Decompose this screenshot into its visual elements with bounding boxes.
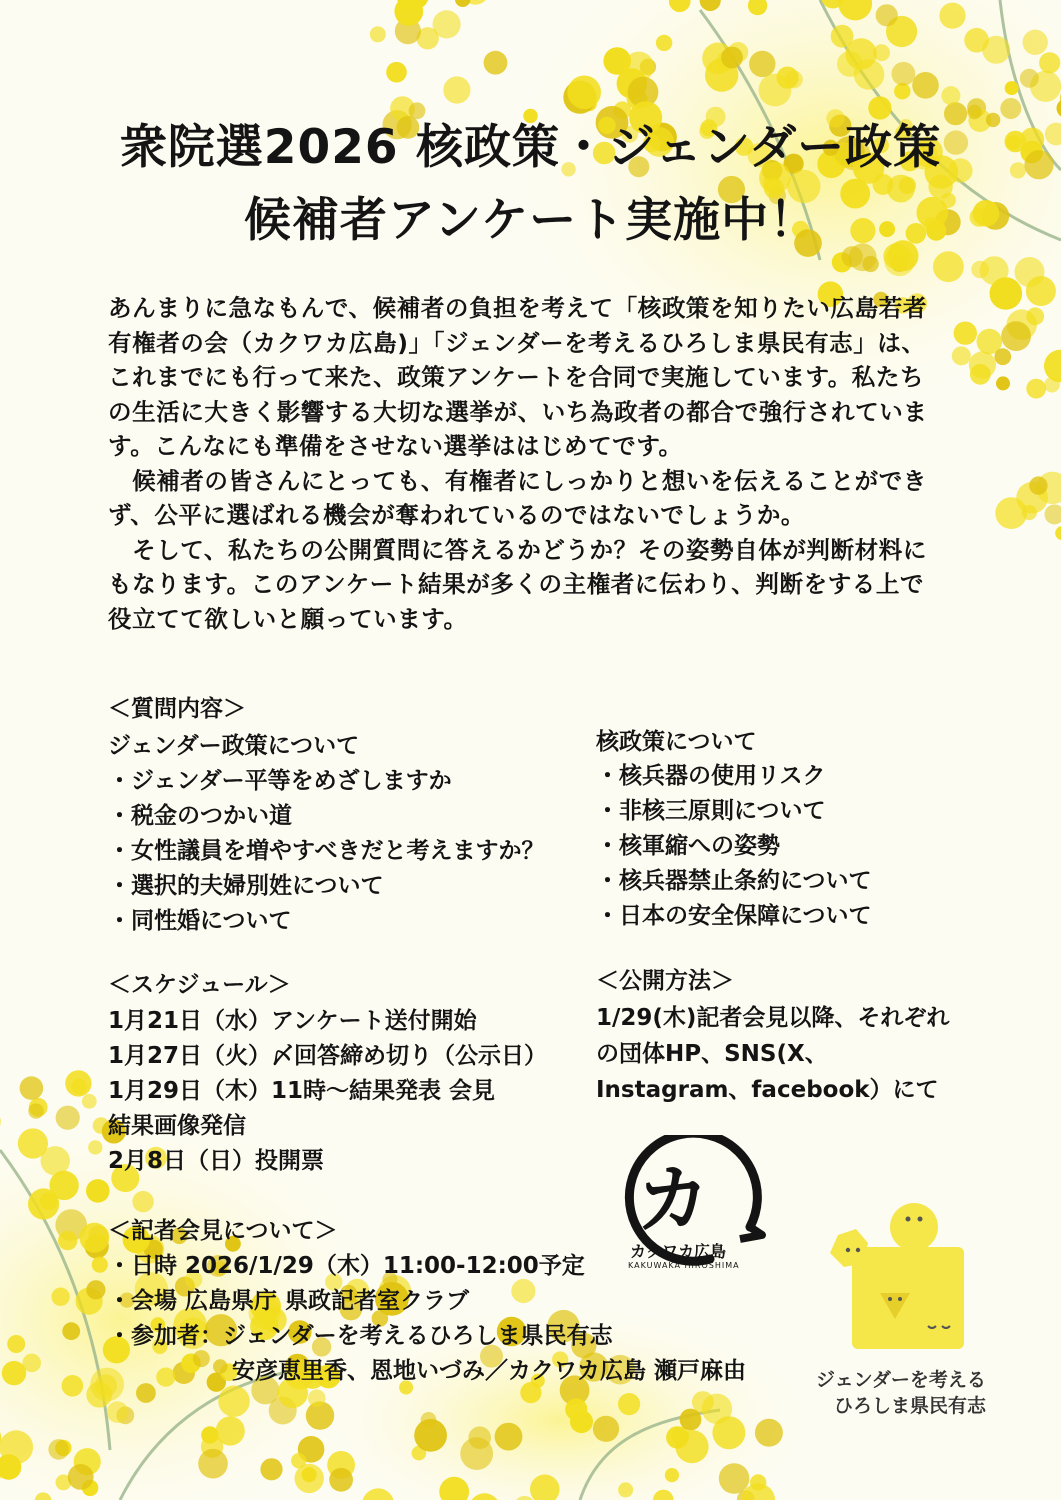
mimosa-blossom xyxy=(892,62,916,86)
press-item: ・日時 2026/1/29（木）11:00-12:00予定 xyxy=(108,1253,585,1279)
mimosa-blossom xyxy=(1020,69,1039,88)
mimosa-blossom xyxy=(884,246,914,276)
mimosa-blossom xyxy=(7,1335,25,1353)
mimosa-blossom xyxy=(136,1383,156,1403)
nuclear-question-item: ・非核三原則について xyxy=(596,798,826,824)
mimosa-blossom xyxy=(62,1375,84,1397)
mimosa-blossom xyxy=(90,1368,124,1402)
intro-line: の生活に大きく影響する大切な選挙が、いち為政者の都合で強行されていま xyxy=(108,397,928,426)
publish-line: の団体HP、SNS(X、 xyxy=(596,1041,828,1067)
mimosa-blossom xyxy=(443,76,470,103)
mimosa-blossom xyxy=(618,1482,633,1497)
mimosa-blossom xyxy=(876,4,898,26)
schedule-item: 1月27日（火）〆回答締め切り（公示日） xyxy=(108,1043,548,1069)
mimosa-blossom xyxy=(862,256,878,272)
gender-group-name-line1: ジェンダーを考える xyxy=(816,1369,986,1391)
mimosa-blossom xyxy=(755,1419,783,1447)
mimosa-blossom xyxy=(260,1458,282,1480)
mimosa-blossom xyxy=(941,86,960,105)
mimosa-blossom xyxy=(1001,321,1031,351)
nuclear-question-item: ・核兵器の使用リスク xyxy=(596,763,826,789)
mimosa-blossom xyxy=(749,51,775,77)
gender-question-item: ・女性議員を増やすべきだと考えますか？ xyxy=(108,838,545,864)
mimosa-blossom xyxy=(386,62,407,83)
kakuwaka-romaji: KAKUWAKA HIROSHIMA xyxy=(628,1261,740,1270)
mimosa-blossom xyxy=(994,348,1011,365)
schedule-heading: ＜スケジュール＞ xyxy=(108,972,291,998)
press-heading: ＜記者会見について＞ xyxy=(108,1218,338,1244)
mimosa-blossom xyxy=(665,1468,679,1482)
nuclear-policy-heading: 核政策について xyxy=(596,729,757,755)
intro-line: 役立てて欲しいと願っています。 xyxy=(108,604,468,633)
intro-line: そして、私たちの公開質問に答えるかどうか？その姿勢自体が判断材料に xyxy=(108,535,927,564)
mimosa-blossom xyxy=(680,1409,702,1431)
mimosa-blossom xyxy=(86,1179,110,1203)
mimosa-blossom xyxy=(308,1389,326,1407)
mimosa-blossom xyxy=(1022,30,1047,55)
mimosa-blossom xyxy=(1026,379,1046,399)
mimosa-blossom xyxy=(980,256,1009,285)
mimosa-blossom xyxy=(48,1439,69,1460)
kakuwaka-mark: カ xyxy=(636,1157,710,1243)
gender-question-item: ・同性婚について xyxy=(108,908,292,934)
kakuwaka-logo xyxy=(600,1135,775,1285)
mimosa-blossom xyxy=(68,1464,94,1490)
mimosa-blossom xyxy=(213,1359,227,1373)
mimosa-blossom xyxy=(71,1079,87,1095)
mimosa-blossom xyxy=(785,71,803,89)
mimosa-blossom xyxy=(28,1103,43,1118)
gender-question-item: ・ジェンダー平等をめざしますか xyxy=(108,768,452,794)
mimosa-blossom xyxy=(1029,476,1047,494)
mimosa-blossom xyxy=(618,1393,640,1415)
nuclear-question-item: ・核兵器禁止条約について xyxy=(596,868,872,894)
questions-heading: ＜質問内容＞ xyxy=(108,696,246,722)
press-item: ・参加者：ジェンダーを考えるひろしま県民有志 xyxy=(108,1323,613,1349)
mimosa-blossom xyxy=(80,1223,110,1253)
mimosa-blossom xyxy=(156,1368,175,1387)
gender-question-item: ・選択的夫婦別姓について xyxy=(108,873,384,899)
mimosa-blossom xyxy=(132,1191,153,1212)
mimosa-blossom xyxy=(656,35,672,51)
mimosa-blossom xyxy=(107,1401,129,1423)
mimosa-blossom xyxy=(20,1076,44,1100)
mimosa-blossom xyxy=(1026,276,1056,306)
press-item: ・会場 広島県庁 県政記者室クラブ xyxy=(108,1288,470,1314)
mimosa-blossom xyxy=(198,1449,228,1479)
intro-line: これまでにも行って来た、政策アンケートを合同で実施しています。私たち xyxy=(108,363,925,391)
mimosa-blossom xyxy=(593,1416,619,1442)
mimosa-blossom xyxy=(218,1386,249,1417)
mimosa-blossom xyxy=(675,1430,708,1463)
schedule-item: 1月21日（水）アンケート送付開始 xyxy=(108,1008,477,1034)
mimosa-blossom xyxy=(1039,52,1060,73)
mimosa-blossom xyxy=(2,1361,26,1385)
mimosa-blossom xyxy=(495,1423,523,1451)
mimosa-blossom xyxy=(954,322,977,345)
mimosa-blossom xyxy=(82,1094,97,1109)
intro-paragraph xyxy=(108,291,927,636)
mimosa-blossom xyxy=(970,364,991,385)
publish-heading: ＜公開方法＞ xyxy=(596,968,734,994)
mimosa-blossom xyxy=(58,1231,77,1250)
mimosa-blossom xyxy=(854,59,885,90)
mimosa-blossom xyxy=(1022,505,1037,520)
mimosa-blossom xyxy=(56,1106,80,1130)
gender-group-logo xyxy=(810,1195,1010,1425)
mimosa-blossom xyxy=(719,1463,750,1494)
schedule-item: 結果画像発信 xyxy=(108,1113,246,1139)
gender-group-mascot-icon xyxy=(810,1195,1010,1365)
mimosa-blossom xyxy=(484,51,508,75)
mimosa-blossom xyxy=(193,1350,210,1367)
mimosa-blossom xyxy=(567,76,601,110)
page-title: 衆院選2026 核政策・ジェンダー政策 xyxy=(119,120,942,175)
mimosa-blossom xyxy=(511,1279,535,1303)
mimosa-blossom xyxy=(92,1257,108,1273)
intro-line: す。こんなにも準備をさせない選挙ははじめてです。 xyxy=(108,432,683,460)
mimosa-blossom xyxy=(460,1437,493,1470)
mimosa-blossom xyxy=(1045,504,1061,524)
mimosa-blossom xyxy=(86,1280,105,1299)
mimosa-blossom xyxy=(414,1419,447,1452)
intro-line: もなります。このアンケート結果が多くの主権者に伝わり、判断をする上で xyxy=(108,570,925,598)
mimosa-blossom xyxy=(216,1416,245,1445)
intro-line: 候補者の皆さんにとっても、有権者にしっかりと想いを伝えることができ xyxy=(108,466,927,495)
mimosa-blossom xyxy=(329,1468,353,1492)
mimosa-blossom xyxy=(912,72,939,99)
intro-line: あんまりに急なもんで、候補者の負担を考えて「核政策を知りたい広島若者 xyxy=(108,294,927,322)
publish-line: Instagram、facebook）にて xyxy=(596,1077,939,1103)
mimosa-blossom xyxy=(1005,81,1019,95)
mimosa-blossom xyxy=(49,1171,78,1200)
mimosa-blossom xyxy=(88,1140,102,1154)
gender-policy-heading: ジェンダー政策について xyxy=(108,733,360,759)
mimosa-blossom xyxy=(873,44,890,61)
mimosa-blossom xyxy=(939,3,965,29)
mimosa-blossom xyxy=(62,1322,80,1340)
schedule-item: 2月8日（日）投開票 xyxy=(108,1148,325,1174)
mimosa-blossom xyxy=(295,1464,324,1493)
press-item: 安彦恵里香、恩地いづみ／カクワカ広島 瀬戸麻由 xyxy=(232,1358,747,1384)
nuclear-question-item: ・日本の安全保障について xyxy=(596,903,872,929)
mimosa-blossom xyxy=(570,1410,593,1433)
intro-line: ず、公平に選ばれる機会が奪われているのではないでしょうか。 xyxy=(108,501,806,529)
nuclear-question-item: ・核軍縮への姿勢 xyxy=(596,833,780,859)
mimosa-blossom xyxy=(455,0,470,7)
gender-group-name-line2: ひろしま県民有志 xyxy=(834,1395,987,1417)
mimosa-blossom xyxy=(982,36,1010,64)
publish-line: 1/29(木)記者会見以降、それぞれ xyxy=(596,1005,950,1031)
intro-line: 有権者の会（カクワカ広島)」「ジェンダーを考えるひろしま県民有志」は、 xyxy=(108,328,926,357)
mimosa-blossom xyxy=(370,26,386,42)
mimosa-blossom xyxy=(712,1416,745,1449)
kakuwaka-name: カクワカ広島 xyxy=(630,1242,727,1261)
gender-question-item: ・税金のつかい道 xyxy=(108,803,292,829)
page-subtitle: 候補者アンケート実施中！ xyxy=(243,193,818,248)
mimosa-blossom xyxy=(721,47,743,69)
mimosa-blossom xyxy=(996,376,1010,390)
mimosa-blossom xyxy=(933,251,964,282)
mimosa-blossom xyxy=(1055,526,1061,540)
mimosa-blossom xyxy=(51,1288,69,1306)
schedule-item: 1月29日（木）11時〜結果発表 会見 xyxy=(108,1078,496,1104)
mimosa-blossom xyxy=(692,1391,714,1413)
mimosa-blossom xyxy=(952,346,971,365)
